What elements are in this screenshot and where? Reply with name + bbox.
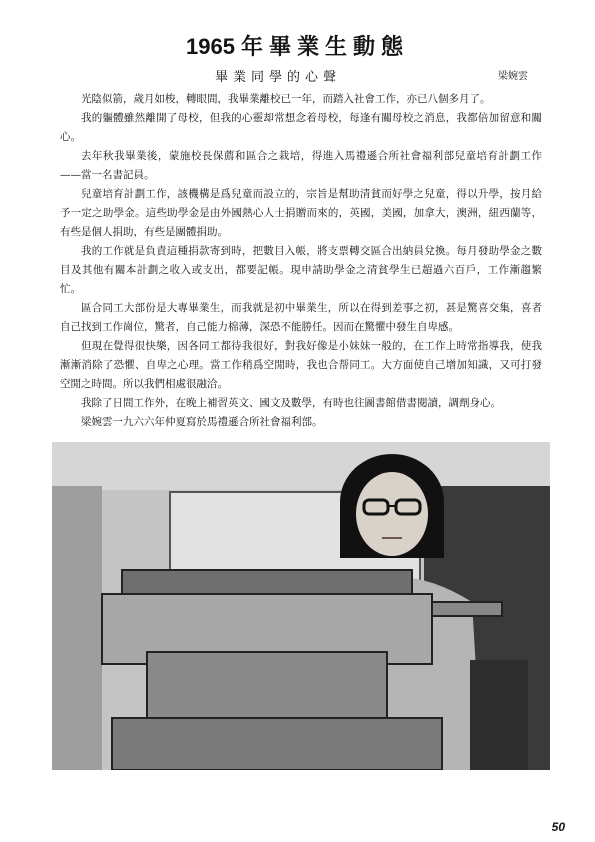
page-title [0, 30, 595, 61]
article-paragraph: 光陰似箭，歲月如梭，轉眼間，我畢業離校已一年，而踏入社會工作，亦已八個多月了。 [81, 93, 491, 105]
subtitle: 畢業同學的心聲 [215, 70, 342, 85]
author-name: 梁婉雲 [498, 71, 528, 82]
title-year: 1965 [186, 34, 235, 59]
article-paragraph: 區合同工大部份是大專畢業生，而我就是初中畢業生，所以在得到差事之初，甚是驚喜交集，喜者自己找到工作崗位，驚者，自己能力棉薄，深恐不能勝任。因而在驚懼中發生自卑感。 [60, 302, 542, 333]
article-paragraph: 我除了日間工作外，在晚上補習英文、國文及數學，有時也往圖書館借書閱讀，調劑身心。 [81, 397, 501, 409]
article-paragraph: 但現在覺得很快樂，因各同工都待我很好，對我好像是小妹妹一般的，在工作上時常指導我，使我漸漸消除了恐懼、自卑之心理。當工作稍爲空閒時，我也合帮同工。大方面使自己增加知識，又可打發空閒之時間。所以我們相處很融洽。 [60, 340, 542, 390]
photo-woman-at-typewriter [52, 442, 550, 770]
title-text: 年畢業生動態 [240, 34, 409, 60]
article-paragraph: 我的軀體雖然離開了母校，但我的心靈却常想念着母校，每逢有關母校之消息，我都倍加留意和關心。 [60, 112, 542, 143]
article-body [60, 90, 542, 432]
page-number: 50 [551, 820, 565, 834]
article-paragraph: 我的工作就是負責這種捐款寄到時，把數目入帳，將支票轉交區合出納員兌換。每月發助學金之數目及其他有關本計劃之收入或支出，都要記帳。現申請助學金之清貧學生已超過六百戶，工作漸趨繁忙。 [60, 245, 542, 295]
photo-illustration [52, 442, 550, 770]
article-paragraph: 兒童培育計劃工作，該機構是爲兒童而設立的，宗旨是幫助清貧而好學之兒童，得以升學，按月給予一定之助學金。這些助學金是由外國熱心人士捐贈而來的，英國，美國，加拿大，澳洲，紐西蘭等，有些是個人捐助，有些是團體捐助。 [60, 188, 542, 238]
article-paragraph: 梁婉雲一九六六年仲夏寫於馬禮遜合所社會福利部。 [81, 416, 323, 428]
article-paragraph: 去年秋我畢業後，蒙施校長保薦和區合之栽培，得進入馬禮遜合所社會福利部兒童培育計劃工作——當一名書記員。 [60, 150, 542, 181]
